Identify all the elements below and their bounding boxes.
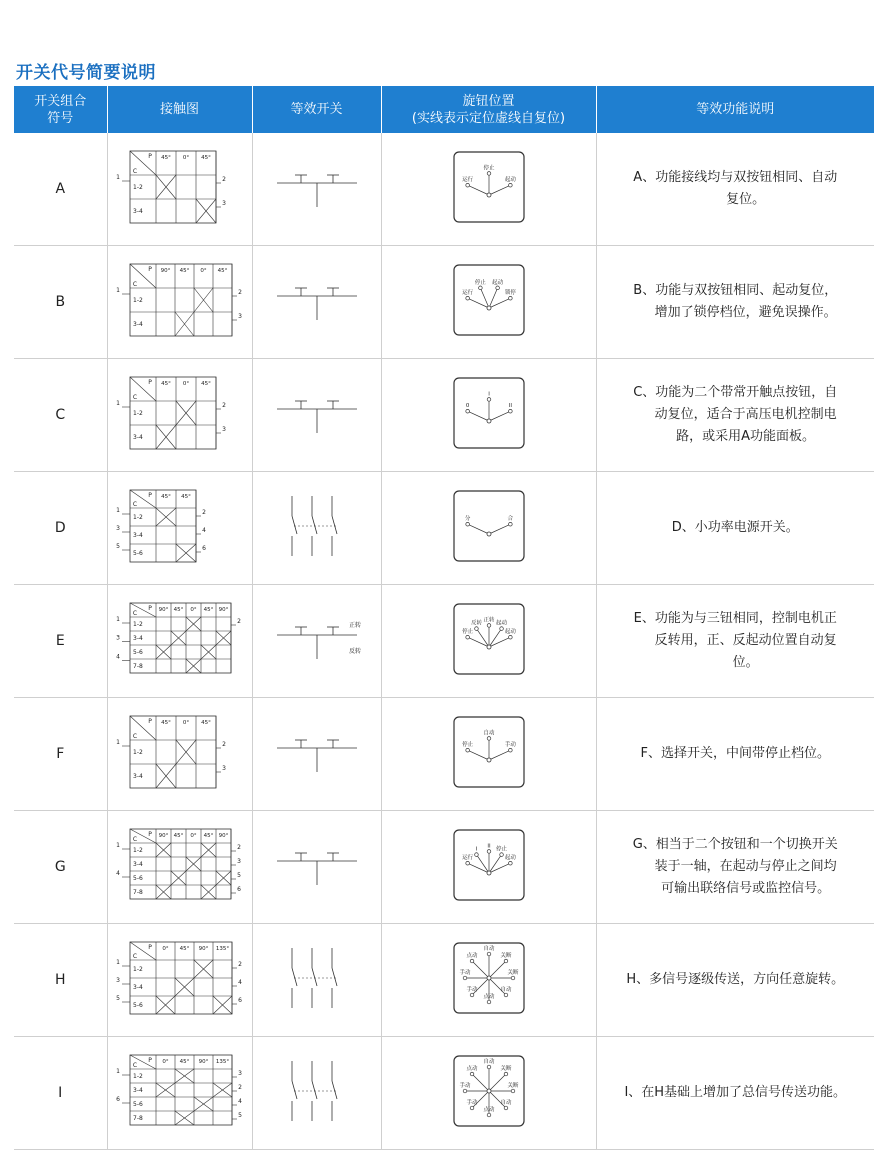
function-description-line: I、在H基础上增加了总信号传送功能。 <box>624 1085 847 1100</box>
grid-p-label: P <box>148 1057 152 1064</box>
terminal-label-right: 3 <box>237 858 241 865</box>
function-description-line: 可输出联络信号或监控信号。 <box>640 881 831 896</box>
equiv-label: 正转 <box>348 622 361 629</box>
knob-position-label: 正转 <box>482 617 495 624</box>
grid-column-label: 45° <box>217 268 228 274</box>
terminal-label-right: 2 <box>237 844 241 851</box>
terminal-label-left: 4 <box>116 653 120 661</box>
grid-column-label: 135° <box>215 1059 230 1065</box>
grid-row-label: 3-4 <box>133 773 143 780</box>
switch-code: H <box>14 924 107 1037</box>
equivalent-switch-cell <box>252 698 381 811</box>
grid-row-label: 5-6 <box>133 875 143 882</box>
grid-row-label: 7-8 <box>133 889 143 896</box>
knob-position-label: 关断 <box>506 1083 519 1089</box>
knob-position-diagram <box>453 264 525 336</box>
knob-position-label: 手动 <box>466 986 478 993</box>
grid-row-label: 5-6 <box>133 1002 143 1009</box>
terminal-label-right: 6 <box>237 886 241 893</box>
grid-p-label: P <box>148 266 152 273</box>
knob-position-label: 起动 <box>495 620 507 627</box>
knob-position-label: 反转 <box>470 620 482 627</box>
knob-position-cell <box>381 698 596 811</box>
function-description-line: E、功能为与三钮相同，控制电机正 <box>633 611 837 626</box>
knob-position-cell <box>381 585 596 698</box>
table-row <box>14 472 874 585</box>
function-description-line: G、相当于二个按钮和一个切换开关 <box>632 837 838 852</box>
function-description-line: C、功能为二个带常开触点按钮，自 <box>633 385 838 400</box>
grid-c-label: C <box>132 501 138 508</box>
terminal-label-right: 4 <box>202 527 206 534</box>
knob-position-label: 手动 <box>466 1099 478 1106</box>
grid-row-label: 1-2 <box>133 1073 143 1080</box>
terminal-label-right: 5 <box>237 872 241 879</box>
grid-row-label: 5-6 <box>133 550 143 557</box>
function-description-line: 路，或采用A功能面板。 <box>655 429 816 444</box>
terminal-label-left: 1 <box>116 1068 120 1075</box>
grid-column-label: 45° <box>161 494 171 500</box>
function-description-line: 复位。 <box>705 192 766 207</box>
terminal-label-right: 5 <box>238 1112 242 1119</box>
table-header-row <box>14 86 874 133</box>
terminal-label-right: 2 <box>238 289 242 296</box>
terminal-label-right: 3 <box>222 765 226 772</box>
knob-position-label: 手动 <box>458 1083 471 1089</box>
knob-position-label: 关断 <box>499 953 511 960</box>
terminal-label-left: 5 <box>116 995 120 1002</box>
knob-position-diagram <box>453 377 525 449</box>
grid-row-label: 3-4 <box>133 208 143 215</box>
table-row <box>14 359 874 472</box>
function-description <box>596 811 874 924</box>
grid-column-label: 90° <box>218 833 229 839</box>
terminal-label-right: 2 <box>237 618 241 625</box>
function-description-line: 反转用，正、反起动位置自动复 <box>633 633 837 648</box>
grid-column-label: 0° <box>182 381 190 387</box>
header-knob-position <box>381 86 596 133</box>
switch-code: E <box>14 585 107 698</box>
grid-column-label: 0° <box>162 946 169 952</box>
grid-column-label: 0° <box>182 720 190 726</box>
grid-column-label: 45° <box>161 155 171 161</box>
knob-position-cell <box>381 924 596 1037</box>
grid-row-label: 1-2 <box>133 410 143 417</box>
terminal-label-right: 4 <box>238 1098 242 1105</box>
terminal-label-left: 1 <box>116 959 120 966</box>
grid-p-label: P <box>148 379 152 386</box>
contact-diagram <box>112 599 247 679</box>
equivalent-switch-cell <box>252 359 381 472</box>
equivalent-switch-diagram <box>267 1051 367 1131</box>
terminal-label-left: 1 <box>116 507 120 514</box>
grid-p-label: P <box>148 492 152 499</box>
knob-position-label: 起动 <box>504 629 516 636</box>
knob-position-label: 手动 <box>504 742 516 749</box>
function-description-line: A、功能接线均与双按钮相同、自动 <box>633 170 838 185</box>
grid-column-label: 45° <box>201 155 211 161</box>
grid-c-label: C <box>132 168 138 175</box>
grid-row-label: 3-4 <box>133 635 143 642</box>
equivalent-switch-diagram <box>267 599 367 679</box>
grid-column-label: 90° <box>158 607 169 613</box>
grid-row-label: 3-4 <box>133 984 143 991</box>
knob-position-label: 停止 <box>482 165 495 172</box>
grid-column-label: 90° <box>198 946 209 952</box>
knob-position-label: 点动 <box>466 953 478 960</box>
knob-position-diagram <box>453 942 525 1014</box>
knob-position-diagram <box>453 603 525 675</box>
contact-diagram <box>112 1051 247 1131</box>
function-description <box>596 246 874 359</box>
knob-position-label: 手动 <box>458 970 471 976</box>
function-description-line: 装于一轴，在起动与停止之间均 <box>633 859 837 874</box>
contact-diagram-cell <box>107 359 252 472</box>
function-description-line: F、选择开关，中间带停止档位。 <box>640 746 830 761</box>
knob-position-label: 分 <box>464 516 470 523</box>
table-row <box>14 1037 874 1150</box>
grid-c-label: C <box>132 1062 138 1069</box>
function-description <box>596 924 874 1037</box>
knob-position-label: 自动 <box>482 1059 495 1065</box>
contact-diagram-cell <box>107 133 252 246</box>
function-description-line: B、功能与双按钮相同、起动复位， <box>633 283 838 298</box>
knob-position-diagram <box>453 1055 525 1127</box>
header-code <box>14 86 107 133</box>
knob-position-cell <box>381 1037 596 1150</box>
equivalent-switch-cell <box>252 246 381 359</box>
grid-column-label: 90° <box>160 268 171 274</box>
contact-diagram-cell <box>107 924 252 1037</box>
terminal-label-right: 2 <box>222 176 226 183</box>
switch-code: A <box>14 133 107 246</box>
equivalent-switch-cell <box>252 811 381 924</box>
grid-column-label: 45° <box>179 1059 190 1065</box>
grid-column-label: 0° <box>182 155 190 161</box>
equiv-label: 反转 <box>348 648 361 655</box>
equivalent-switch-cell <box>252 472 381 585</box>
equivalent-switch-diagram <box>267 825 367 905</box>
terminal-label-right: 6 <box>202 545 206 552</box>
equivalent-switch-diagram <box>267 712 367 792</box>
knob-position-label: 停止 <box>461 629 473 636</box>
terminal-label-left: 1 <box>116 616 120 623</box>
table-row <box>14 924 874 1037</box>
grid-c-label: C <box>132 953 138 960</box>
contact-diagram <box>112 825 247 905</box>
terminal-label-right: 3 <box>222 200 226 207</box>
grid-row-label: 5-6 <box>133 1101 143 1108</box>
table-row <box>14 246 874 359</box>
contact-diagram <box>112 712 247 792</box>
terminal-label-right: 3 <box>238 313 242 320</box>
knob-position-label: 运行 <box>461 855 473 862</box>
grid-column-label: 0° <box>190 833 197 839</box>
terminal-label-left: 4 <box>116 870 120 877</box>
contact-diagram-cell <box>107 585 252 698</box>
grid-row-label: 3-4 <box>133 1087 143 1094</box>
equivalent-switch-diagram <box>267 938 367 1018</box>
terminal-label-left: 1 <box>116 174 120 181</box>
switch-code: B <box>14 246 107 359</box>
grid-c-label: C <box>132 733 138 740</box>
header-code-line2: 符号 <box>47 110 74 126</box>
function-description <box>596 359 874 472</box>
knob-position-diagram <box>453 829 525 901</box>
grid-column-label: 45° <box>181 494 191 500</box>
grid-c-label: C <box>132 836 138 843</box>
terminal-label-left: 1 <box>116 842 120 849</box>
terminal-label-right: 2 <box>238 1084 242 1091</box>
knob-position-diagram <box>453 716 525 788</box>
function-description-line: D、小功率电源开关。 <box>671 520 799 535</box>
contact-diagram <box>112 486 247 566</box>
grid-row-label: 3-4 <box>133 532 143 539</box>
knob-position-cell <box>381 359 596 472</box>
grid-p-label: P <box>148 831 152 838</box>
table-row <box>14 811 874 924</box>
function-description-line: 动复位，适合于高压电机控制电 <box>633 407 837 422</box>
knob-position-label: 合 <box>507 516 513 523</box>
knob-position-label: 运行 <box>461 290 473 297</box>
equivalent-switch-diagram <box>267 260 367 340</box>
knob-position-cell <box>381 246 596 359</box>
contact-diagram-cell <box>107 698 252 811</box>
grid-column-label: 45° <box>203 607 214 613</box>
header-knob-line2: (实线表示定位虚线自复位) <box>411 110 566 126</box>
grid-column-label: 45° <box>201 381 211 387</box>
function-description <box>596 698 874 811</box>
function-description <box>596 133 874 246</box>
header-knob-line1: 旋钮位置 <box>462 93 515 109</box>
knob-position-label: 自动 <box>499 986 511 993</box>
table-row <box>14 133 874 246</box>
grid-column-label: 0° <box>190 607 197 613</box>
knob-position-cell <box>381 811 596 924</box>
knob-position-label: 自动 <box>482 730 495 737</box>
equivalent-switch-cell <box>252 924 381 1037</box>
terminal-label-left: 3 <box>116 634 120 642</box>
table-row <box>14 698 874 811</box>
grid-row-label: 3-4 <box>133 434 143 441</box>
knob-position-label: 运行 <box>461 177 473 184</box>
grid-row-label: 1-2 <box>133 184 143 191</box>
page-title: 开关代号简要说明 <box>16 63 156 83</box>
grid-column-label: 0° <box>162 1059 169 1065</box>
function-description-line: 增加了锁停档位，避免误操作。 <box>633 305 837 320</box>
knob-position-label: 自动 <box>482 946 495 952</box>
knob-position-cell <box>381 133 596 246</box>
grid-column-label: 135° <box>215 946 230 952</box>
equivalent-switch-cell <box>252 1037 381 1150</box>
equivalent-switch-cell <box>252 585 381 698</box>
knob-position-label: 关断 <box>506 970 519 976</box>
switch-code: D <box>14 472 107 585</box>
knob-position-label: 起动 <box>491 279 503 286</box>
grid-column-label: 90° <box>158 833 169 839</box>
grid-c-label: C <box>132 394 138 401</box>
equivalent-switch-cell <box>252 133 381 246</box>
grid-p-label: P <box>148 944 152 951</box>
contact-diagram-cell <box>107 1037 252 1150</box>
knob-position-label: 起动 <box>504 177 516 184</box>
grid-column-label: 45° <box>201 720 211 726</box>
equivalent-switch-diagram <box>267 373 367 453</box>
switch-code: C <box>14 359 107 472</box>
grid-row-label: 7-8 <box>133 663 143 670</box>
grid-row-label: 3-4 <box>133 321 143 328</box>
knob-position-label: 点动 <box>466 1066 478 1073</box>
contact-diagram <box>112 147 247 227</box>
grid-column-label: 45° <box>161 720 171 726</box>
grid-p-label: P <box>148 153 152 160</box>
function-description <box>596 585 874 698</box>
header-code-line1: 开关组合 <box>34 93 87 109</box>
header-function: 等效功能说明 <box>596 86 874 133</box>
grid-row-label: 1-2 <box>133 297 143 304</box>
grid-row-label: 1-2 <box>133 966 143 973</box>
grid-column-label: 45° <box>179 946 190 952</box>
knob-position-diagram <box>453 490 525 562</box>
knob-position-label: II <box>508 403 512 410</box>
equivalent-switch-diagram <box>267 147 367 227</box>
grid-row-label: 1-2 <box>133 514 143 521</box>
equivalent-switch-diagram <box>267 486 367 566</box>
grid-column-label: 45° <box>161 381 171 387</box>
knob-position-label: 停止 <box>461 742 473 749</box>
terminal-label-right: 2 <box>238 961 242 968</box>
function-description-line: 位。 <box>711 655 759 670</box>
switch-code-table <box>14 86 874 1150</box>
knob-position-label: 停止 <box>495 846 507 853</box>
grid-column-label: 45° <box>179 268 190 274</box>
switch-code: G <box>14 811 107 924</box>
grid-row-label: 1-2 <box>133 847 143 854</box>
knob-position-label: 起动 <box>504 855 516 862</box>
grid-column-label: 90° <box>198 1059 209 1065</box>
knob-position-label: 自动 <box>499 1099 511 1106</box>
knob-position-label: 点动 <box>482 994 495 1000</box>
terminal-label-left: 1 <box>116 287 120 294</box>
grid-column-label: 45° <box>173 833 184 839</box>
contact-diagram <box>112 938 247 1018</box>
terminal-label-right: 4 <box>238 979 242 986</box>
terminal-label-left: 5 <box>116 543 120 550</box>
knob-position-label: 0 <box>465 403 469 410</box>
knob-position-label: 锁停 <box>504 290 516 297</box>
terminal-label-right: 3 <box>222 426 226 433</box>
terminal-label-left: 3 <box>116 977 120 984</box>
knob-position-label: 关断 <box>499 1066 511 1073</box>
table-row <box>14 585 874 698</box>
knob-position-diagram <box>453 151 525 223</box>
grid-row-label: 1-2 <box>133 621 143 628</box>
grid-p-label: P <box>148 605 152 612</box>
function-description <box>596 1037 874 1150</box>
contact-diagram-cell <box>107 246 252 359</box>
terminal-label-right: 2 <box>202 509 206 516</box>
terminal-label-left: 3 <box>116 525 120 532</box>
grid-column-label: 45° <box>203 833 214 839</box>
terminal-label-right: 2 <box>222 741 226 748</box>
terminal-label-right: 6 <box>238 997 242 1004</box>
terminal-label-left: 6 <box>116 1096 120 1103</box>
knob-position-label: I <box>487 391 490 398</box>
contact-diagram-cell <box>107 811 252 924</box>
knob-position-label: I <box>475 846 477 853</box>
contact-diagram-cell <box>107 472 252 585</box>
grid-column-label: 0° <box>200 268 207 274</box>
switch-code: F <box>14 698 107 811</box>
function-description <box>596 472 874 585</box>
header-contact-diagram: 接触图 <box>107 86 252 133</box>
header-equivalent-switch: 等效开关 <box>252 86 381 133</box>
grid-row-label: 3-4 <box>133 861 143 868</box>
terminal-label-left: 1 <box>116 739 120 746</box>
grid-column-label: 90° <box>218 607 229 613</box>
grid-c-label: C <box>132 281 138 288</box>
grid-row-label: 1-2 <box>133 749 143 756</box>
contact-diagram <box>112 373 247 453</box>
knob-position-cell <box>381 472 596 585</box>
terminal-label-right: 3 <box>238 1070 242 1077</box>
terminal-label-right: 2 <box>222 402 226 409</box>
function-description-line: H、多信号逐级传送，方向任意旋转。 <box>626 972 845 987</box>
grid-column-label: 45° <box>173 607 184 613</box>
grid-row-label: 7-8 <box>133 1115 143 1122</box>
knob-position-label: 停止 <box>474 279 486 286</box>
terminal-label-left: 1 <box>116 400 120 407</box>
grid-row-label: 5-6 <box>133 649 143 656</box>
switch-code: I <box>14 1037 107 1150</box>
knob-position-label: 点动 <box>482 1107 495 1113</box>
grid-p-label: P <box>148 718 152 725</box>
contact-diagram <box>112 260 247 340</box>
grid-c-label: C <box>132 610 138 617</box>
knob-position-label: II <box>486 843 491 850</box>
